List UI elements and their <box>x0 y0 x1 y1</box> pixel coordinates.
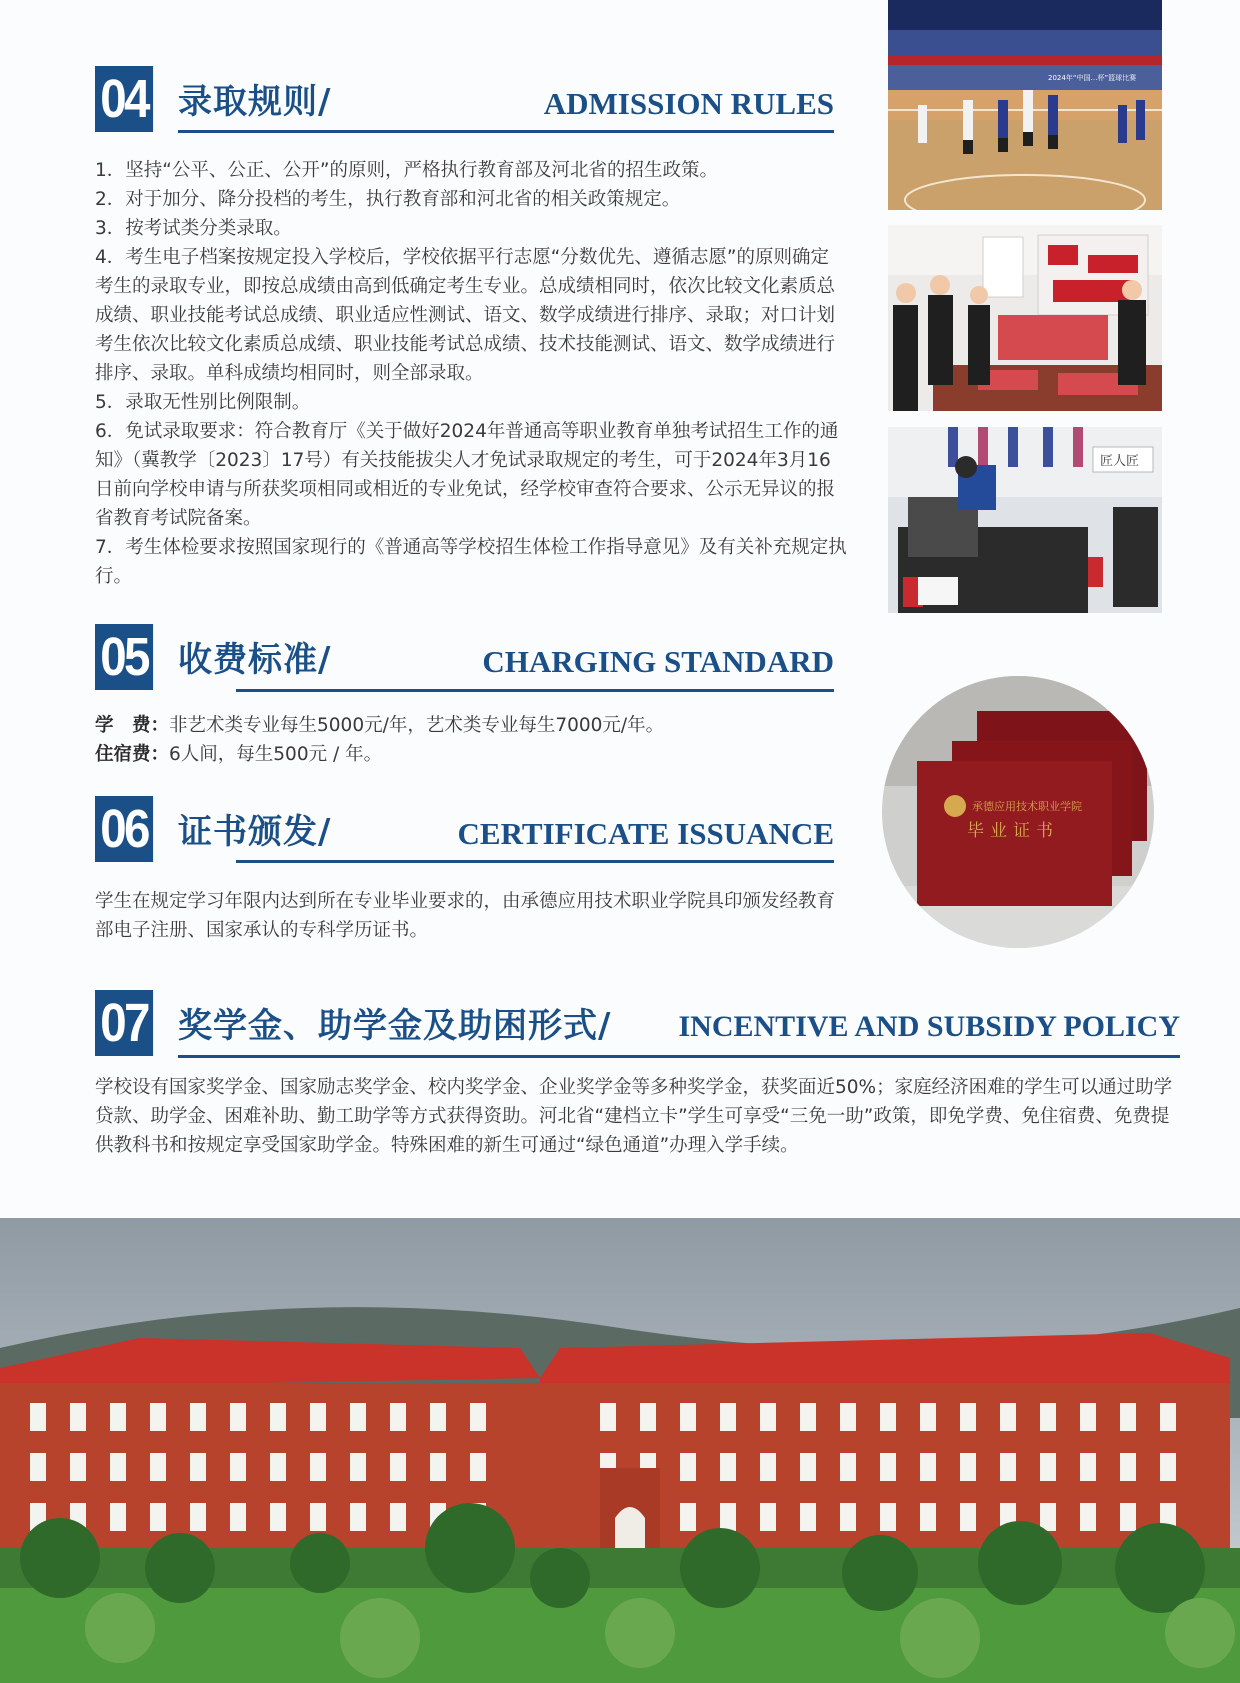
exhibition-photo <box>888 225 1162 411</box>
admission-rules-list <box>95 156 847 591</box>
rule-item: 6．免试录取要求：符合教育厅《关于做好2024年普通高等职业教育单独考试招生工作的通知》（冀教学〔2023〕17号）有关技能拔尖人才免试录取规定的考生，可于2024年3月16日前向学校申请与所获奖项相同或相近的专业免试，经学校审查符合要求、公示无异议的报省教育考试院备案。 <box>95 421 839 529</box>
lodging-text: 6人间，每生500元 / 年。 <box>169 744 383 765</box>
banner-text: 2024年“中国…杯”篮球比赛 <box>1048 74 1137 82</box>
section-underline <box>178 1055 1180 1058</box>
workshop-photo <box>888 427 1162 613</box>
rule-item: 7．考生体检要求按照国家现行的《普通高等学校招生体检工作指导意见》及有关补充规定执行。 <box>95 537 847 587</box>
lodging-row <box>95 740 795 769</box>
section-underline <box>236 689 834 692</box>
basketball-photo <box>888 0 1162 210</box>
section-title-certificate-issuance: 证书颁发/ <box>178 812 332 852</box>
section-title-en-certificate-issuance: CERTIFICATE ISSUANCE <box>457 816 834 851</box>
section-title-incentive-subsidy: 奖学金、助学金及助困形式/ <box>178 1006 612 1046</box>
section-title-en-incentive-subsidy: INCENTIVE AND SUBSIDY POLICY <box>678 1010 1180 1043</box>
certificate-photo <box>882 676 1154 948</box>
section-underline <box>178 130 834 133</box>
rule-item: 5．录取无性别比例限制。 <box>95 392 311 413</box>
section-title-en-admission-rules: ADMISSION RULES <box>543 86 834 121</box>
section-number-07: 07 <box>95 990 153 1056</box>
section-number-06: 06 <box>95 796 153 862</box>
rule-item: 3．按考试类分类录取。 <box>95 218 292 239</box>
scholarship-text: 学校设有国家奖学金、国家励志奖学金、校内奖学金、企业奖学金等多种奖学金，获奖面近50%；家庭经济困难的学生可以通过助学贷款、助学金、困难补助、勤工助学等方式获得资助。河北省“建档立卡”学生可享受“三免一助”政策，即免学费、免住宿费、免费提供教科书和按规定享受国家助学金。特殊困难的新生可通过“绿色通道”办理入学手续。 <box>95 1077 1173 1156</box>
section-title-en-charging-standard: CHARGING STANDARD <box>482 644 834 679</box>
rule-item: 1．坚持“公平、公正、公开”的原则，严格执行教育部及河北省的招生政策。 <box>95 160 718 181</box>
section-number-05: 05 <box>95 624 153 690</box>
rule-item: 2．对于加分、降分投档的考生，执行教育部和河北省的相关政策规定。 <box>95 189 681 210</box>
section-title-admission-rules: 录取规则/ <box>178 82 332 122</box>
fee-info <box>95 711 795 769</box>
rule-item: 4．考生电子档案按规定投入学校后，学校依据平行志愿“分数优先、遵循志愿”的原则确定考生的录取专业，即按总成绩由高到低确定考生专业。总成绩相同时，依次比较文化素质总成绩、职业技能考试总成绩、职业适应性测试、语文、数学成绩进行排序、录取；对口计划考生依次比较文化素质总成绩、职业技能考试总成绩、技术技能测试、语文、数学成绩进行排序、录取。单科成绩均相同时，则全部录取。 <box>95 247 836 384</box>
section-number-04: 04 <box>95 66 153 132</box>
certificate-text: 学生在规定学习年限内达到所在专业毕业要求的，由承德应用技术职业学院具印颁发经教育部电子注册、国家承认的专科学历证书。 <box>95 891 836 941</box>
certificate-title: 毕业证书 <box>967 821 1059 841</box>
tuition-label: 学 费： <box>95 715 170 736</box>
tuition-row <box>95 711 795 740</box>
tuition-text: 非艺术类专业每生5000元/年，艺术类专业每生7000元/年。 <box>169 715 665 736</box>
campus-building-photo <box>0 1218 1240 1683</box>
section-underline <box>236 860 834 863</box>
section-title-charging-standard: 收费标准/ <box>178 640 332 680</box>
certificate-school: 承德应用技术职业学院 <box>972 800 1082 813</box>
lodging-label: 住宿费： <box>95 744 170 765</box>
workshop-sign: 匠人匠 <box>1100 454 1140 469</box>
